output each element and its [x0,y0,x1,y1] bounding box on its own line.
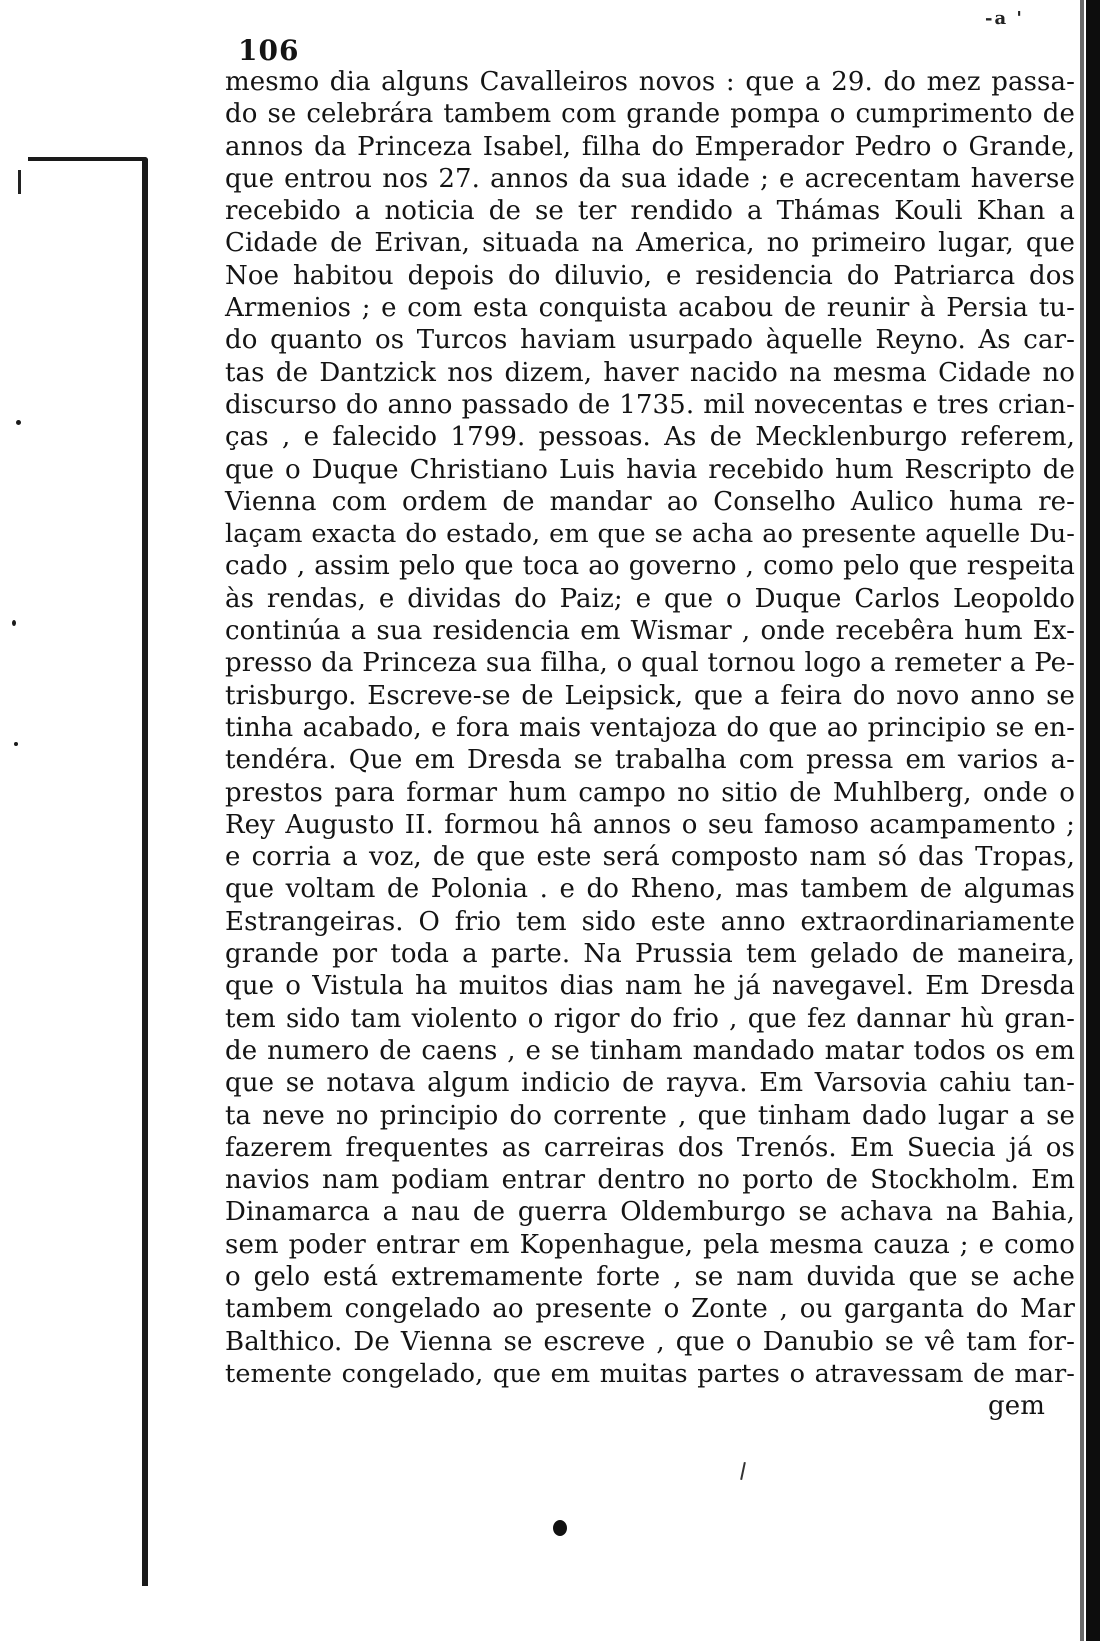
margin-mark [18,170,21,194]
text-line: annos da Princeza Isabel, filha do Emperador Pedro o Grande, [225,131,1075,162]
text-line: Noe habitou depois do diluvio, e residencia do Patriarca dos [225,260,1075,291]
text-line: Rey Augusto II. formou hâ annos o seu famoso acampamento ; [225,809,1075,840]
text-line: que voltam de Polonia . e do Rheno, mas tambem de algumas [225,874,1075,905]
text-line: Cidade de Erivan, situada na America, no primeiro lugar, que [225,228,1075,259]
ink-blot [553,1520,567,1536]
text-line: tem sido tam violento o rigor do frio , que fez dannar hù gran- [225,1003,1075,1034]
body-text [225,66,1075,1422]
text-line: Estrangeiras. O frio tem sido este anno extraordinariamente [225,906,1075,937]
text-line: o gelo está extremamente forte , se nam duvida que se ache [225,1261,1075,1292]
text-line: prestos para formar hum campo no sitio de Muhlberg, onde o [225,777,1075,808]
text-line: discurso do anno passado de 1735. mil novecentas e tres crian- [225,389,1075,420]
text-line: presso da Princeza sua filha, o qual tornou logo a remeter a Pe- [225,648,1075,679]
page-number: 106 [238,34,300,67]
facing-page-bracket [28,157,148,1586]
text-line: que entrou nos 27. annos da sua idade ; e acrecentam haverse [225,163,1075,194]
catchword: gem [988,1391,1045,1422]
text-line: grande por toda a parte. Na Prussia tem gelado de maneira, [225,939,1075,970]
text-line: tambem congelado ao presente o Zonte , ou garganta do Mar [225,1294,1075,1325]
ink-mark [740,1462,746,1480]
text-line: Armenios ; e com esta conquista acabou de reunir à Persia tu- [225,293,1075,324]
ink-speck [14,742,18,746]
text-line: tinha acabado, e fora mais ventajoza do que ao principio se en- [225,712,1075,743]
text-line: Balthico. De Vienna se escreve , que o Danubio se vê tam for- [225,1326,1075,1357]
text-line: que o Vistula ha muitos dias nam he já navegavel. Em Dresda [225,971,1075,1002]
text-line: trisburgo. Escreve-se de Leipsick, que a feira do novo anno se [225,680,1075,711]
page-edge [1086,0,1100,1641]
text-line: ças , e falecido 1799. pessoas. As de Mecklenburgo referem, [225,422,1075,453]
text-line: navios nam podiam entrar dentro no porto de Stockholm. Em [225,1165,1075,1196]
ink-speck [16,420,21,425]
text-line: Dinamarca a nau de guerra Oldemburgo se achava na Bahia, [225,1197,1075,1228]
text-line: do se celebrára tambem com grande pompa o cumprimento de [225,99,1075,130]
text-line: às rendas, e dividas do Paiz; e que o Duque Carlos Leopoldo [225,583,1075,614]
text-line: do quanto os Turcos haviam usurpado àquelle Reyno. As car- [225,325,1075,356]
text-line: laçam exacta do estado, em que se acha ao presente aquelle Du- [225,519,1075,550]
text-line: ta neve no principio do corrente , que tinham dado lugar a se [225,1100,1075,1131]
text-line: de numero de caens , e se tinham mandado matar todos os em [225,1035,1075,1066]
text-line: Vienna com ordem de mandar ao Conselho Aulico huma re- [225,486,1075,517]
text-line: fazerem frequentes as carreiras dos Trenós. Em Suecia já os [225,1132,1075,1163]
text-line: sem poder entrar em Kopenhague, pela mesma cauza ; e como [225,1229,1075,1260]
text-line: que se notava algum indicio de rayva. Em Varsovia cahiu tan- [225,1068,1075,1099]
text-line: tendéra. Que em Dresda se trabalha com pressa em varios a- [225,745,1075,776]
text-line: temente congelado, que em muitas partes o atravessam de mar- [225,1358,1075,1389]
text-line: recebido a noticia de se ter rendido a Thámas Kouli Khan a [225,196,1075,227]
text-line: continúa a sua residencia em Wismar , onde recebêra hum Ex- [225,616,1075,647]
text-line: que o Duque Christiano Luis havia recebido hum Rescripto de [225,454,1075,485]
text-line: e corria a voz, de que este será composto nam só das Tropas, [225,842,1075,873]
ink-speck [12,620,16,626]
text-line: mesmo dia alguns Cavalleiros novos : que a 29. do mez passa- [225,67,1075,97]
corner-mark: -a ' [985,8,1024,29]
text-line: tas de Dantzick nos dizem, haver nacido na mesma Cidade no [225,357,1075,388]
text-line: cado , assim pelo que toca ao governo , como pelo que respeita [225,551,1075,582]
